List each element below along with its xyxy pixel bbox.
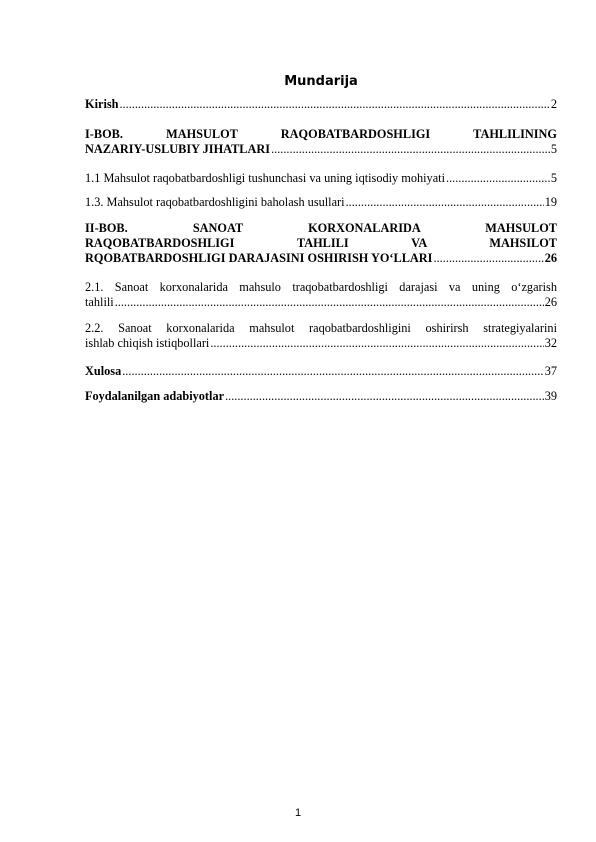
- toc-entry-section-2-2[interactable]: [85, 321, 557, 351]
- toc-entry-line: I-BOB. MAHSULOT RAQOBATBARDOSHLIGI TAHLILINING: [85, 127, 557, 141]
- toc-entry-line: II-BOB. SANOAT KORXONALARIDA MAHSULOT: [85, 221, 557, 235]
- page-number: 1: [294, 807, 302, 819]
- toc-entry-section-2-1[interactable]: [85, 280, 557, 310]
- toc-page-number: 26: [544, 251, 557, 265]
- dot-leader: [446, 171, 550, 186]
- dot-leader: [271, 142, 550, 157]
- dot-leader: [346, 195, 544, 210]
- toc-entry-chapter-2[interactable]: [85, 221, 557, 266]
- toc-entry-label: Kirish: [85, 97, 119, 111]
- toc-entry-label: NAZARIY-USLUBIY JIHATLARI: [85, 142, 271, 156]
- dot-leader: [122, 364, 543, 379]
- toc-page-number: 2: [550, 97, 557, 111]
- toc-entry-label: 1.1 Mahsulot raqobatbardoshligi tushunchasi va uning iqtisodiy mohiyati: [85, 171, 445, 185]
- dot-leader: [210, 336, 543, 351]
- toc-entry-label: Foydalanilgan adabiyotlar: [85, 389, 225, 403]
- toc-page-number: 19: [544, 195, 557, 209]
- toc-entry-kirish[interactable]: [85, 97, 557, 112]
- dot-leader: [225, 389, 544, 404]
- toc-entry-line: 2.1. Sanoat korxonalarida mahsulo traqobatbardoshligi darajasi va uning o‘zgarish: [85, 280, 557, 294]
- toc-page-number: 39: [544, 389, 557, 403]
- toc-entry-references[interactable]: [85, 389, 557, 404]
- toc-entry-section-1-3[interactable]: [85, 195, 557, 210]
- toc-entry-label: Xulosa: [85, 364, 122, 378]
- toc-entry-label: ishlab chiqish istiqbollari: [85, 336, 210, 350]
- toc-page-number: 5: [550, 171, 557, 185]
- toc-title: Mundarija: [284, 74, 358, 89]
- toc-entry-line: 2.2. Sanoat korxonalarida mahsulot raqobatbardoshligini oshirirsh strategiyalarini: [85, 321, 557, 335]
- toc-entry-label: 1.3. Mahsulot raqobatbardoshligini baholash usullari: [85, 195, 345, 209]
- toc-page-number: 5: [550, 142, 557, 156]
- toc-page-number: 26: [544, 295, 557, 309]
- toc-entry-label: tahlili: [85, 295, 114, 309]
- toc-entry-xulosa[interactable]: [85, 364, 557, 379]
- toc-page-number: 37: [544, 364, 557, 378]
- dot-leader: [433, 251, 543, 266]
- toc-entry-label: RQOBATBARDOSHLIGI DARAJASINI OSHIRISH YO‘LLARI: [85, 251, 433, 265]
- toc-entry-chapter-1[interactable]: [85, 127, 557, 157]
- dot-leader: [115, 295, 544, 310]
- toc-entry-line: RAQOBATBARDOSHLIGI TAHLILI VA MAHSILOT: [85, 236, 557, 250]
- toc-page-number: 32: [544, 336, 557, 350]
- toc-entry-section-1-1[interactable]: [85, 171, 557, 186]
- dot-leader: [119, 97, 549, 112]
